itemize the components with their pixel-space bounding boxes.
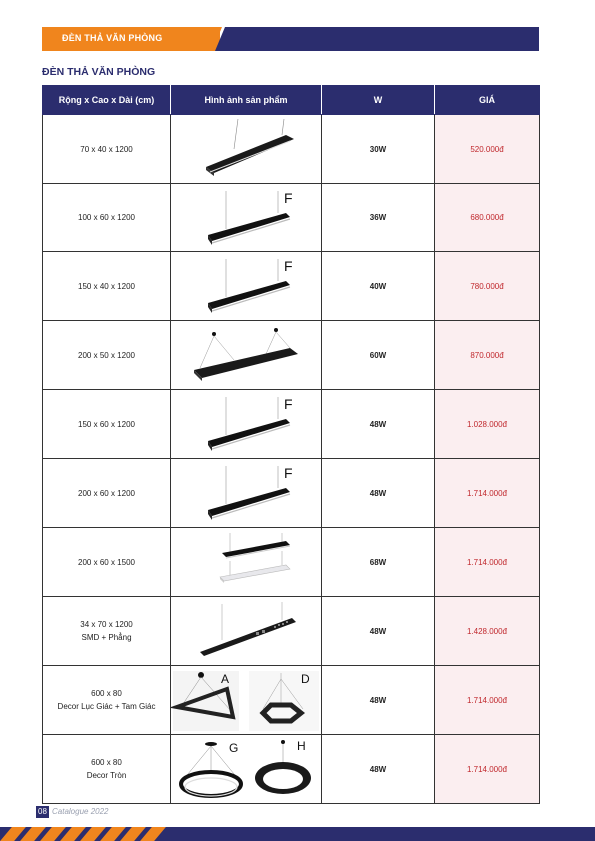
linear-pendant-light-pair-image <box>186 531 306 593</box>
table-row <box>43 321 540 390</box>
table-row <box>43 597 540 666</box>
watt-cell <box>322 115 435 184</box>
column-header-size: Rộng x Cao x Dài (cm) <box>43 86 171 115</box>
column-header-price: GIÁ <box>435 86 540 115</box>
price-text: 1.714.000đ <box>466 764 508 774</box>
watt-cell <box>322 735 435 804</box>
size-subtext: SMD + Phẳng <box>81 633 132 642</box>
table-header-row <box>43 86 540 115</box>
linear-pendant-light-f-image <box>186 255 306 317</box>
price-text: 780.000đ <box>470 281 504 291</box>
price-cell <box>435 459 540 528</box>
price-text: 1.428.000đ <box>466 626 508 636</box>
size-cell <box>43 252 171 321</box>
size-text: 150 x 40 x 1200 <box>78 281 135 291</box>
size-cell <box>43 597 171 666</box>
table-row <box>43 459 540 528</box>
size-cell <box>43 528 171 597</box>
table-row <box>43 184 540 252</box>
watt-text: 48W <box>369 626 387 636</box>
banner-navy-block <box>225 27 539 51</box>
table-row <box>43 666 540 735</box>
size-text: 600 x 80 <box>91 689 122 698</box>
table-row <box>43 252 540 321</box>
linear-pendant-light-f-image <box>186 187 306 249</box>
watt-cell <box>322 390 435 459</box>
product-table <box>42 85 540 804</box>
banner-text: ĐÈN THẢ VĂN PHÒNG <box>62 33 163 43</box>
linear-pendant-light-f-image <box>186 462 306 524</box>
product-image-cell <box>171 390 322 459</box>
size-text: 70 x 40 x 1200 <box>80 144 133 154</box>
watt-text: 68W <box>369 557 387 567</box>
watt-text: 48W <box>369 419 387 429</box>
product-image-cell <box>171 321 322 390</box>
linear-pendant-light-wide-image <box>186 324 306 386</box>
product-image-cell <box>171 184 322 252</box>
variant-label-g: G <box>229 741 239 755</box>
variant-label-d: D <box>301 672 310 686</box>
size-cell <box>43 390 171 459</box>
watt-cell <box>322 666 435 735</box>
product-image-cell <box>171 735 322 804</box>
size-cell <box>43 115 171 184</box>
variant-label: F <box>284 189 293 206</box>
size-cell <box>43 321 171 390</box>
price-cell <box>435 666 540 735</box>
price-text: 680.000đ <box>470 213 504 222</box>
price-cell <box>435 390 540 459</box>
variant-label: F <box>284 258 293 274</box>
watt-cell <box>322 528 435 597</box>
size-cell <box>43 184 171 252</box>
header-banner <box>42 27 539 51</box>
size-text: 200 x 60 x 1500 <box>78 557 135 567</box>
price-cell <box>435 115 540 184</box>
watt-cell <box>322 252 435 321</box>
watt-text: 48W <box>369 764 387 774</box>
column-header-image: Hình ảnh sản phẩm <box>171 86 322 115</box>
table-row <box>43 528 540 597</box>
watt-text: 60W <box>369 350 387 360</box>
watt-text: 30W <box>369 144 387 154</box>
variant-label: F <box>284 465 293 481</box>
size-text: 34 x 70 x 1200 <box>80 620 133 629</box>
table-row <box>43 115 540 184</box>
product-image-cell <box>171 459 322 528</box>
price-cell <box>435 528 540 597</box>
variant-label-a: A <box>221 672 230 686</box>
size-cell <box>43 666 171 735</box>
price-cell <box>435 184 540 252</box>
catalogue-label: Catalogue 2022 <box>52 807 109 816</box>
product-image-cell <box>171 597 322 666</box>
variant-label: F <box>284 396 293 412</box>
watt-cell <box>322 597 435 666</box>
price-cell <box>435 321 540 390</box>
watt-text: 36W <box>369 213 387 222</box>
watt-cell <box>322 321 435 390</box>
price-text: 1.714.000đ <box>466 557 508 567</box>
linear-pendant-light-f-image <box>186 393 306 455</box>
size-subtext: Decor Tròn <box>86 771 127 780</box>
watt-cell <box>322 184 435 252</box>
column-header-watt: W <box>322 86 435 115</box>
watt-text: 48W <box>369 488 387 498</box>
triangle-hexagon-pendant-image <box>171 667 321 733</box>
size-cell <box>43 459 171 528</box>
table-row <box>43 735 540 804</box>
size-text: 200 x 60 x 1200 <box>78 488 135 498</box>
watt-text: 40W <box>369 281 387 291</box>
price-text: 1.714.000đ <box>466 488 508 498</box>
watt-cell <box>322 459 435 528</box>
product-image-cell <box>171 666 322 735</box>
banner-navy-tip <box>215 27 225 51</box>
track-spot-linear-light-image <box>186 600 306 662</box>
size-subtext: Decor Lục Giác + Tam Giác <box>57 702 156 711</box>
size-text: 150 x 60 x 1200 <box>78 419 135 429</box>
section-title: ĐÈN THẢ VĂN PHÒNG <box>42 66 156 78</box>
size-text: 600 x 80 <box>91 758 122 767</box>
size-text: 100 x 60 x 1200 <box>78 213 135 222</box>
page-number: 08 <box>36 806 49 818</box>
ring-pendant-image <box>171 736 321 802</box>
size-cell <box>43 735 171 804</box>
price-text: 1.714.000đ <box>466 695 508 705</box>
price-cell <box>435 597 540 666</box>
price-text: 520.000đ <box>470 144 504 154</box>
footer-bar <box>0 827 595 841</box>
product-image-cell <box>171 252 322 321</box>
watt-text: 48W <box>369 695 387 705</box>
table-row <box>43 390 540 459</box>
variant-label-h: H <box>297 739 306 753</box>
price-cell <box>435 252 540 321</box>
price-text: 870.000đ <box>470 350 504 360</box>
product-image-cell <box>171 115 322 184</box>
price-cell <box>435 735 540 804</box>
linear-pendant-light-image <box>186 117 306 181</box>
price-text: 1.028.000đ <box>466 419 508 429</box>
size-text: 200 x 50 x 1200 <box>78 350 135 360</box>
product-image-cell <box>171 528 322 597</box>
